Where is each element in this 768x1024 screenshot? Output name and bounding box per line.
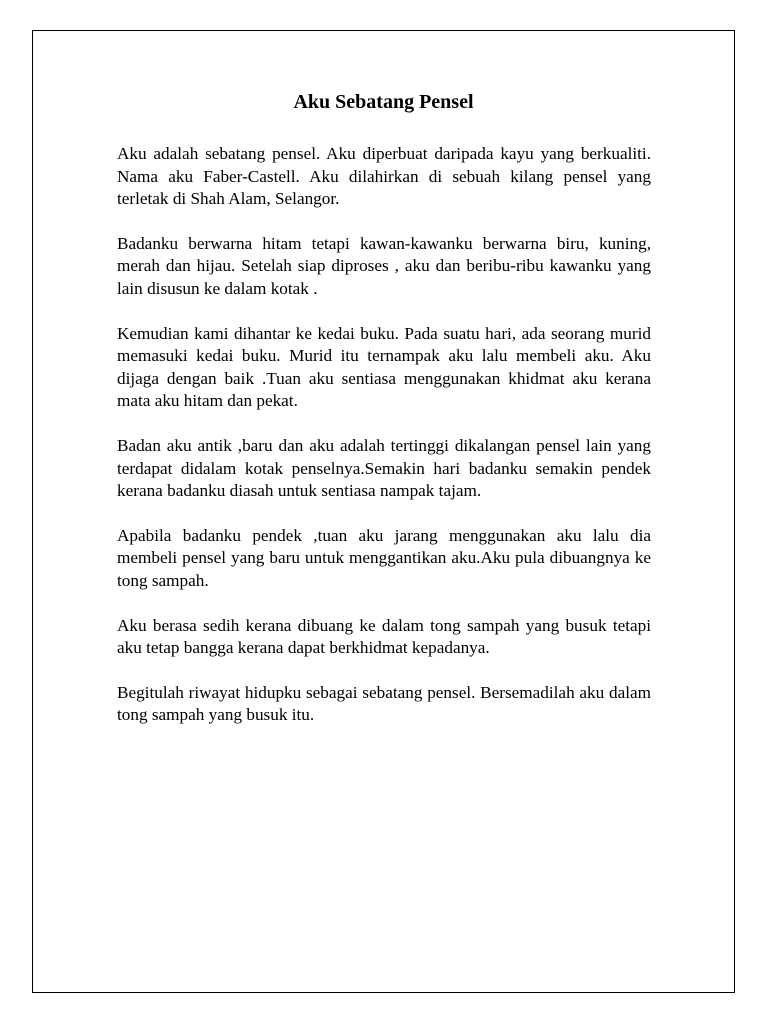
document-title: Aku Sebatang Pensel: [293, 91, 474, 113]
paragraph-5: Apabila badanku pendek ,tuan aku jarang menggunakan aku lalu dia membeli pensel yang baru untuk menggantikan aku.Aku pula dibuangnya ke tong sampah.: [117, 525, 651, 590]
paragraph-7: Begitulah riwayat hidupku sebagai sebatang pensel. Bersemadilah aku dalam tong sampah yang busuk itu.: [117, 682, 651, 725]
paragraph-6: Aku berasa sedih kerana dibuang ke dalam tong sampah yang busuk tetapi aku tetap bangga kerana dapat berkhidmat kepadanya.: [117, 615, 651, 658]
paragraph-1: Aku adalah sebatang pensel. Aku diperbuat daripada kayu yang berkualiti. Nama aku Faber-Castell. Aku dilahirkan di sebuah kilang pensel yang terletak di Shah Alam, Selangor.: [117, 144, 651, 209]
paragraph-3: Kemudian kami dihantar ke kedai buku. Pada suatu hari, ada seorang murid memasuki kedai buku. Murid itu ternampak aku lalu membeli aku. Aku dijaga dengan baik .Tuan aku sentiasa menggunakan khidmat aku kerana mata aku hitam dan pekat.: [117, 323, 651, 411]
paragraph-4: Badan aku antik ,baru dan aku adalah tertinggi dikalangan pensel lain yang terdapat didalam kotak penselnya.Semakin hari badanku semakin pendek kerana badanku diasah untuk sentiasa nampak tajam.: [117, 435, 651, 501]
paragraph-2: Badanku berwarna hitam tetapi kawan-kawanku berwarna biru, kuning, merah dan hijau. Setelah siap diproses , aku dan beribu-ribu kawanku yang lain disusun ke dalam kotak .: [117, 233, 651, 298]
document-body: [117, 143, 651, 727]
